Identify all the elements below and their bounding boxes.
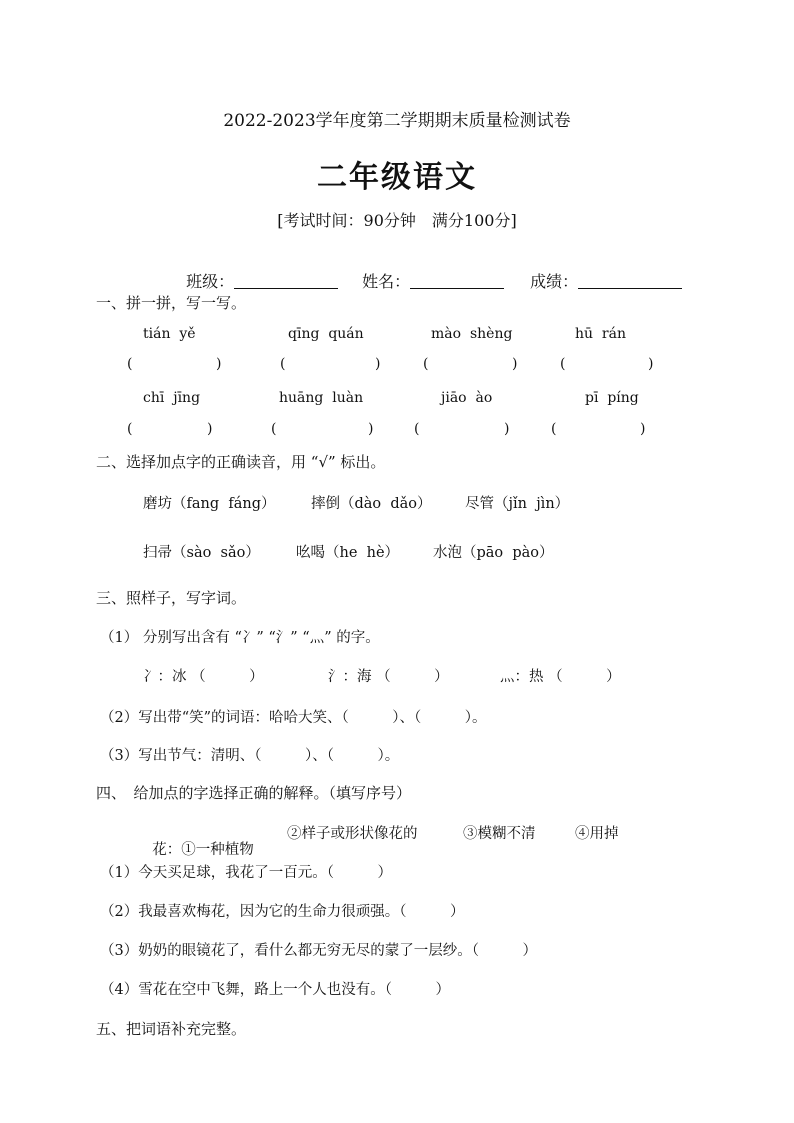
- option-item: ④用掉: [575, 826, 619, 842]
- question-text: （3）奶奶的眼镜花了，看什么都无穷无尽的蒙了一层纱。（ ）: [100, 943, 537, 959]
- class-label: 班级：: [186, 272, 235, 291]
- score-blank: [578, 272, 682, 289]
- question-text: （2）写出带“笑”的词语：哈哈大笑、（ ）、（ ）。: [100, 710, 487, 726]
- pinyin-item: chī jīng: [143, 390, 201, 406]
- question-text: （2）我最喜欢梅花，因为它的生命力很顽强。（ ）: [100, 904, 465, 920]
- answer-paren-open: (: [423, 356, 429, 372]
- pinyin-item: huāng luàn: [279, 390, 364, 406]
- question-text: （1）今天买足球，我花了一百元。（ ）: [100, 865, 392, 881]
- reading-choice-item: 水泡（pāo pào）: [433, 545, 554, 561]
- name-label: 姓名：: [362, 272, 411, 291]
- name-field: [352, 250, 504, 292]
- answer-paren-close: ): [216, 356, 222, 372]
- section4-heading: 四、 给加点的字选择正确的解释。（填写序号）: [96, 784, 412, 802]
- section1-heading: 一、拼一拼，写一写。: [96, 294, 247, 312]
- pinyin-item: mào shèng: [431, 326, 513, 342]
- section5-heading: 五、把词语补充完整。: [96, 1020, 247, 1038]
- exam-timing: [考试时间：90分钟 满分100分]: [277, 211, 517, 230]
- question-text: （3）写出节气：清明、（ ）、（ ）。: [100, 748, 400, 764]
- class-field: [176, 250, 338, 292]
- answer-paren-close: ): [640, 421, 646, 437]
- answer-paren-open: (: [280, 356, 286, 372]
- subject-title: 二年级语文: [317, 160, 477, 195]
- option-item: ③模糊不清: [463, 826, 536, 842]
- options-label: 花：: [152, 842, 182, 858]
- exam-title: 2022-2023学年度第二学期期末质量检测试卷: [223, 111, 571, 131]
- option-item: ②样子或形状像花的: [287, 826, 418, 842]
- definition-options: [143, 822, 254, 859]
- answer-paren-open: (: [560, 356, 566, 372]
- reading-choice-item: 扫帚（sào sǎo）: [143, 545, 260, 561]
- answer-paren-close: ): [207, 421, 213, 437]
- pinyin-item: qīng quán: [288, 326, 364, 342]
- score-field: [520, 250, 682, 292]
- radical-item: 灬：热 （ ）: [500, 669, 621, 685]
- class-blank: [234, 272, 338, 289]
- score-label: 成绩：: [530, 272, 579, 291]
- answer-paren-close: ): [375, 356, 381, 372]
- answer-paren-close: ): [512, 356, 518, 372]
- reading-choice-item: 尽管（jǐn jìn）: [465, 496, 570, 512]
- radical-item: 冫：冰 （ ）: [143, 669, 264, 685]
- reading-choice-item: 磨坊（fang fáng）: [143, 496, 276, 512]
- question-text: （1） 分别写出含有 “冫” “氵” “灬” 的字。: [100, 630, 380, 646]
- answer-paren-open: (: [551, 421, 557, 437]
- reading-choice-item: 吆喝（he hè）: [296, 545, 400, 561]
- answer-paren-open: (: [414, 421, 420, 437]
- section3-heading: 三、照样子，写字词。: [96, 589, 247, 607]
- pinyin-item: jiāo ào: [441, 390, 493, 406]
- option-item: ①一种植物: [181, 842, 254, 858]
- answer-paren-close: ): [368, 421, 374, 437]
- pinyin-item: hū rán: [575, 326, 626, 342]
- answer-paren-open: (: [127, 421, 133, 437]
- pinyin-item: pī píng: [585, 390, 639, 406]
- answer-paren-close: ): [504, 421, 510, 437]
- section2-heading: 二、选择加点字的正确读音，用 “√” 标出。: [96, 453, 386, 471]
- reading-choice-item: 摔倒（dào dǎo）: [311, 496, 432, 512]
- pinyin-item: tián yě: [143, 326, 196, 342]
- answer-paren-open: (: [127, 356, 133, 372]
- question-text: （4）雪花在空中飞舞，路上一个人也没有。（ ）: [100, 982, 450, 998]
- answer-paren-close: ): [648, 356, 654, 372]
- answer-paren-open: (: [271, 421, 277, 437]
- name-blank: [410, 272, 504, 289]
- radical-item: 氵：海 （ ）: [328, 669, 449, 685]
